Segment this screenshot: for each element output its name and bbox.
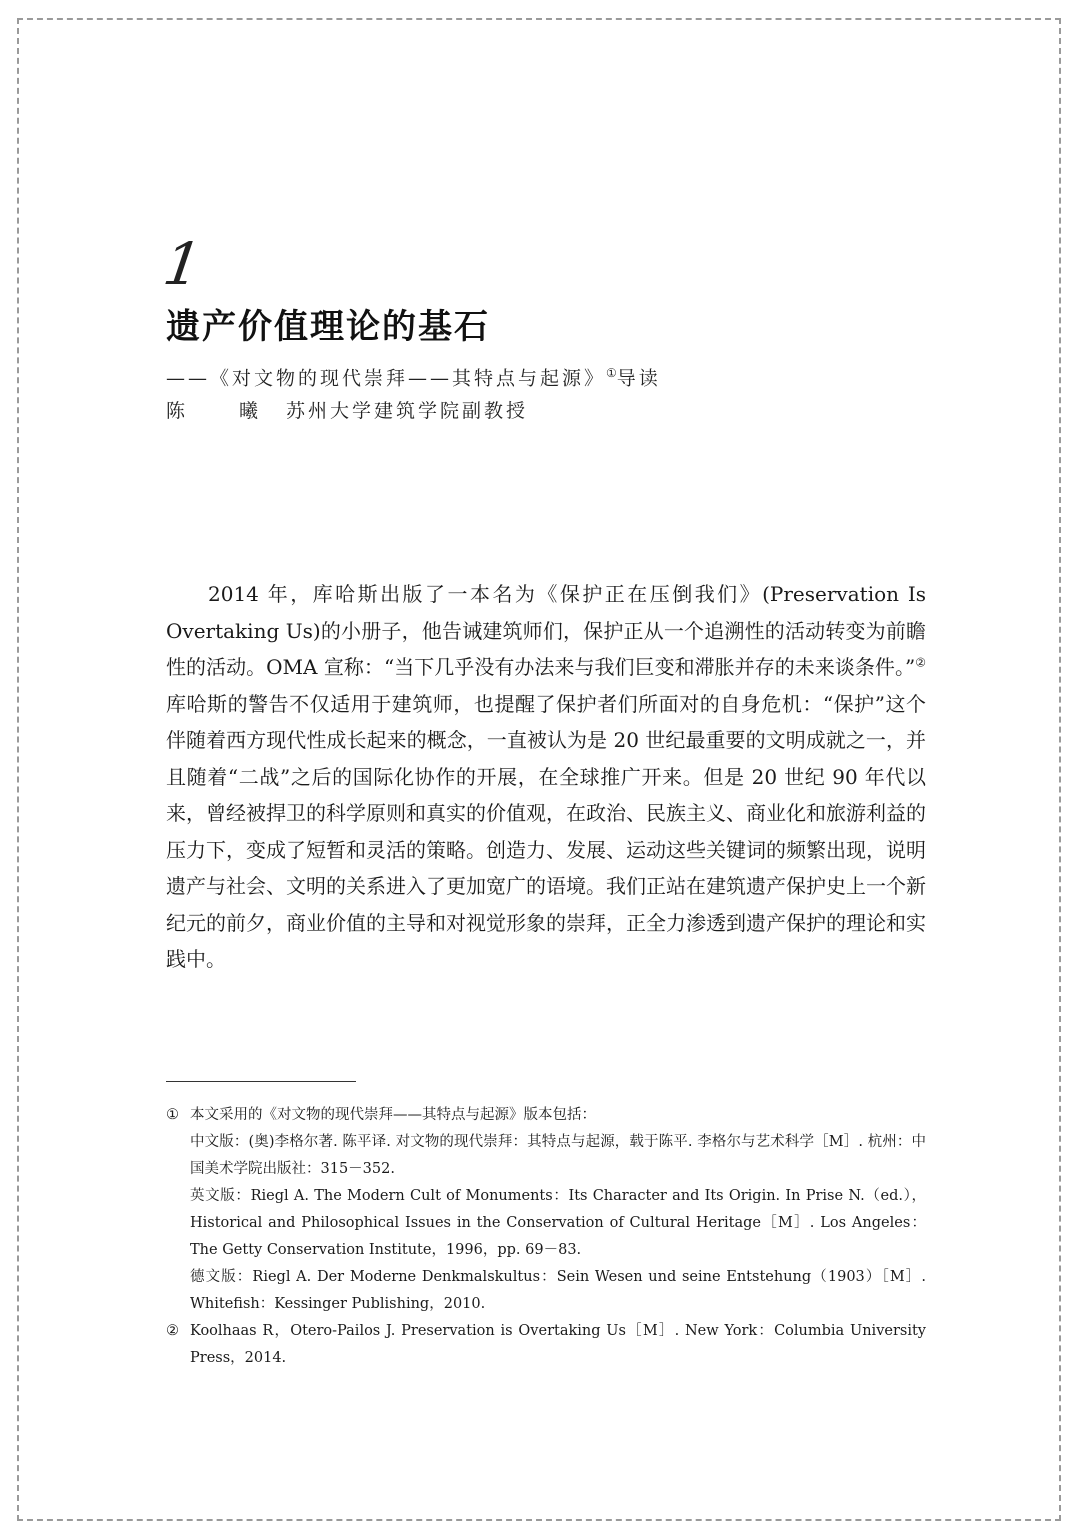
footnote-2: [166, 1318, 926, 1372]
footnote-divider: [166, 1081, 356, 1082]
body-paragraph: [166, 576, 926, 978]
subtitle-note-mark[interactable]: ①: [606, 366, 617, 380]
footnote-2-text: Koolhaas R，Otero-Pailos J. Preservation is Overtaking Us［M］. New York：Columbia University Press，2014.: [190, 1323, 926, 1366]
body-text-part2: 库哈斯的警告不仅适用于建筑师，也提醒了保护者们所面对的自身危机：“保护”这个伴随着西方现代性成长起来的概念，一直被认为是 20 世纪最重要的文明成就之一，并且随着“二战”之后的国际化协作的开展，在全球推广开来。但是 20 世纪 90 年代以来，曾经被捍卫的科学原则和真实的价值观，在政治、民族主义、商业化和旅游利益的压力下，变成了短暂和灵活的策略。创造力、发展、运动这些关键词的频繁出现，说明遗产与社会、文明的关系进入了更加宽广的语境。我们正站在建筑遗产保护史上一个新纪元的前夕，商业价值的主导和对视觉形象的崇拜，正全力渗透到遗产保护的理论和实践中。: [166, 691, 926, 971]
body-text-part1: 2014 年，库哈斯出版了一本名为《保护正在压倒我们》(Preservation Is Overtaking Us)的小册子，他告诫建筑师们，保护正从一个追溯性的活动转变为前瞻性的活动。OMA 宣称：“当下几乎没有办法来与我们巨变和滞胀并存的未来谈条件。”: [166, 582, 926, 679]
chapter-number: 1: [159, 230, 206, 298]
footnote-2-mark: ②: [166, 1323, 179, 1339]
chapter-subtitle: [166, 360, 661, 391]
footnote-1-chinese-edition: 中文版：(奥)李格尔著. 陈平译. 对文物的现代崇拜：其特点与起源，载于陈平. 李格尔与艺术科学［M］. 杭州：中国美术学院出版社：315－352.: [190, 1134, 926, 1177]
footnote-1-intro: 本文采用的《对文物的现代崇拜——其特点与起源》版本包括：: [190, 1107, 596, 1123]
subtitle-suffix: 导读: [616, 367, 661, 390]
chapter-title: 遗产价值理论的基石: [166, 307, 490, 347]
footnotes: [166, 1102, 926, 1372]
subtitle-text: ——《对文物的现代崇拜——其特点与起源》: [166, 367, 607, 390]
body-note-mark[interactable]: ②: [915, 655, 927, 670]
footnote-1-mark: ①: [166, 1107, 179, 1123]
author-affiliation: 苏州大学建筑学院副教授: [286, 400, 529, 422]
footnote-1-german-edition: 德文版：Riegl A. Der Moderne Denkmalskultus：Sein Wesen und seine Entstehung（1903）［M］. Whitefish：Kessinger Publishing，2010.: [190, 1269, 926, 1312]
footnote-1: [166, 1102, 926, 1318]
author-line: [166, 398, 528, 424]
footnote-1-english-edition: 英文版：Riegl A. The Modern Cult of Monuments：Its Character and Its Origin. In Prise N.（ed.），Historical and Philosophical Issues in the Conservation of Cultural Heritage［M］. Los Angeles：The Getty Conservation Institute，1996，pp. 69－83.: [190, 1188, 926, 1258]
author-name: 陈 曦: [166, 400, 283, 422]
